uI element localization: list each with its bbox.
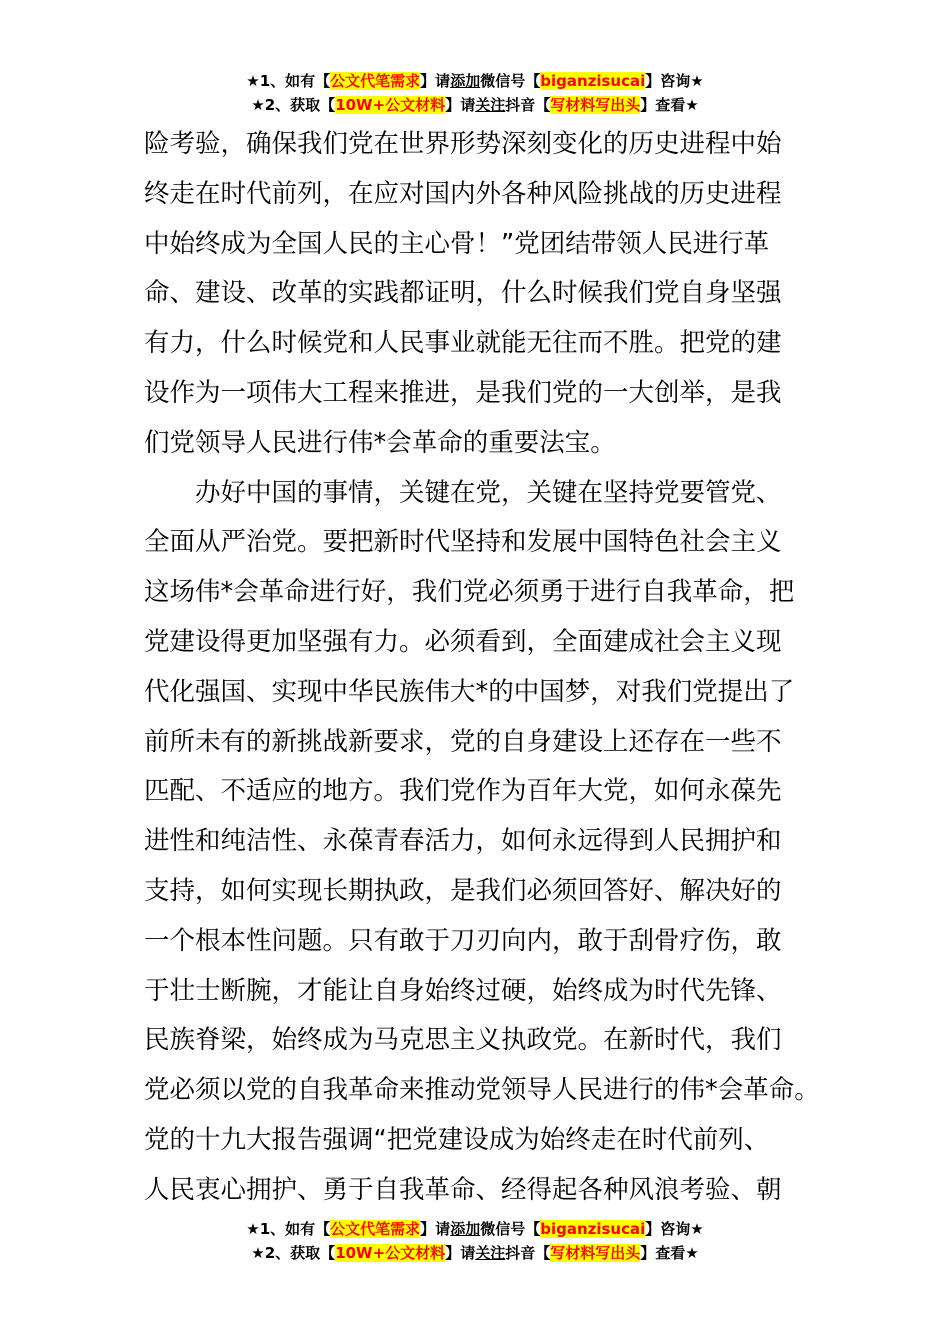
- banner-text: ★1、如有【: [246, 1220, 331, 1238]
- body-line: 这场伟*会革命进行好，我们党必须勇于进行自我革命，把: [144, 577, 795, 608]
- body-line: 代化强国、实现中华民族伟大*的中国梦，对我们党提出了: [144, 676, 795, 707]
- body-line: 命、建设、改革的实践都证明，什么时候我们党自身坚强: [144, 278, 782, 309]
- body-line: 设作为一项伟大工程来推进，是我们党的一大创举，是我: [144, 377, 782, 408]
- banner-text: 抖音【: [505, 96, 551, 114]
- body-line: 中始终成为全国人民的主心骨！”党团结带领人民进行革: [144, 228, 770, 259]
- footer-banner: [0, 1217, 950, 1265]
- document-body: [144, 120, 824, 1216]
- banner-text: 微信号【: [480, 1220, 541, 1238]
- header-banner: [0, 69, 950, 117]
- body-line: 于壮士断腕，才能让自身始终过硬，始终成为时代先锋、: [144, 975, 782, 1006]
- body-line: 险考验，确保我们党在世界形势深刻变化的历史进程中始: [144, 129, 782, 159]
- banner-emphasis: 添加: [450, 72, 481, 90]
- body-line: 一个根本性问题。只有敢于刀刃向内，敢于刮骨疗伤，敢: [144, 925, 782, 956]
- highlight-service: 公文代笔需求: [330, 72, 421, 90]
- highlight-materials: 10W+公文材料: [335, 1244, 446, 1262]
- banner-text: 】查看★: [640, 1244, 699, 1262]
- banner-line-2: [0, 1241, 950, 1265]
- highlight-service: 公文代笔需求: [330, 1220, 421, 1238]
- banner-text: 抖音【: [505, 1244, 551, 1262]
- highlight-douyin-account: 写材料写出头: [550, 96, 641, 114]
- body-line: 有力，什么时候党和人民事业就能无往而不胜。把党的建: [144, 328, 782, 359]
- body-line: 们党领导人民进行伟*会革命的重要法宝。: [144, 427, 616, 458]
- highlight-materials: 10W+公文材料: [335, 96, 446, 114]
- body-line: 匹配、不适应的地方。我们党作为百年大党，如何永葆先: [144, 776, 782, 807]
- body-line: 前所未有的新挑战新要求，党的自身建设上还存在一些不: [144, 726, 782, 757]
- body-line: 党的十九大报告强调“把党建设成为始终走在时代前列、: [144, 1124, 770, 1155]
- highlight-wechat-id: biganzisucai: [540, 72, 646, 90]
- body-line: 人民衷心拥护、勇于自我革命、经得起各种风浪考验、朝: [144, 1174, 782, 1205]
- banner-line-1: [0, 69, 950, 93]
- banner-text: ★2、获取【: [251, 96, 336, 114]
- banner-text: 】请: [420, 72, 451, 90]
- paragraph-start-line: 办好中国的事情，关键在党，关键在坚持党要管党、: [195, 477, 782, 508]
- banner-text: 】咨询★: [645, 72, 704, 90]
- banner-emphasis: 关注: [475, 96, 506, 114]
- highlight-wechat-id: biganzisucai: [540, 1220, 646, 1238]
- body-line: 党必须以党的自我革命来推动党领导人民进行的伟*会革命。: [144, 1075, 820, 1106]
- body-line: 支持，如何实现长期执政，是我们必须回答好、解决好的: [144, 875, 782, 906]
- banner-line-2: [0, 93, 950, 117]
- banner-emphasis: 关注: [475, 1244, 506, 1262]
- body-line: 民族脊梁，始终成为马克思主义执政党。在新时代，我们: [144, 1025, 782, 1056]
- banner-text: 】请: [420, 1220, 451, 1238]
- banner-line-1: [0, 1217, 950, 1241]
- body-line: 终走在时代前列，在应对国内外各种风险挑战的历史进程: [144, 178, 782, 209]
- banner-text: 】请: [445, 96, 476, 114]
- banner-text: 】查看★: [640, 96, 699, 114]
- banner-text: ★2、获取【: [251, 1244, 336, 1262]
- highlight-douyin-account: 写材料写出头: [550, 1244, 641, 1262]
- banner-emphasis: 添加: [450, 1220, 481, 1238]
- body-line: 进性和纯洁性、永葆青春活力，如何永远得到人民拥护和: [144, 826, 782, 857]
- banner-text: ★1、如有【: [246, 72, 331, 90]
- banner-text: 微信号【: [480, 72, 541, 90]
- banner-text: 】请: [445, 1244, 476, 1262]
- body-line: 全面从严治党。要把新时代坚持和发展中国特色社会主义: [144, 527, 782, 558]
- banner-text: 】咨询★: [645, 1220, 704, 1238]
- body-line: 党建设得更加坚强有力。必须看到，全面建成社会主义现: [144, 626, 782, 657]
